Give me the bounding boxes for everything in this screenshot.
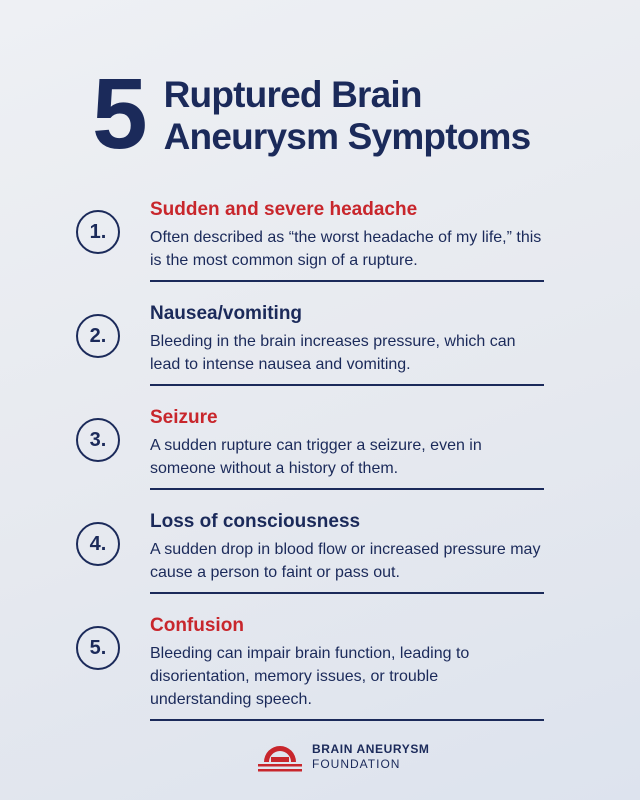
symptom-description-2: Bleeding in the brain increases pressure, which can lead to intense nausea and vomiting. (150, 333, 516, 373)
header (92, 58, 531, 170)
symptom-item-1 (76, 196, 546, 282)
number-circle-2: 2. (76, 314, 120, 358)
logo-line-1: BRAIN ANEURYSM (312, 742, 430, 756)
number-circle-5: 5. (76, 626, 120, 670)
symptom-description-4: A sudden drop in blood flow or increased pressure may cause a person to faint or pass out. (150, 541, 541, 581)
divider (150, 384, 544, 386)
symptom-title-4: Loss of consciousness (150, 511, 361, 532)
symptom-item-2 (76, 300, 546, 386)
footer-logo (256, 740, 430, 774)
divider (150, 592, 544, 594)
brain-aneurysm-foundation-logo-icon (256, 740, 304, 774)
title-line-2: Aneurysm Symptoms (163, 116, 531, 157)
symptom-item-3 (76, 404, 546, 490)
symptom-title-3: Seizure (150, 407, 218, 428)
symptom-item-5 (76, 612, 546, 721)
divider (150, 280, 544, 282)
symptom-title-1: Sudden and severe headache (150, 199, 418, 220)
symptom-title-2: Nausea/vomiting (150, 303, 303, 324)
title-line-1: Ruptured Brain (163, 74, 422, 115)
logo-text (312, 742, 430, 772)
number-circle-1: 1. (76, 210, 120, 254)
symptom-description-3: A sudden rupture can trigger a seizure, even in someone without a history of them. (150, 437, 482, 477)
logo-line-2: FOUNDATION (312, 757, 401, 771)
symptom-item-4 (76, 508, 546, 594)
header-number: 5 (92, 58, 146, 170)
divider (150, 488, 544, 490)
divider (150, 719, 544, 721)
symptom-title-5: Confusion (150, 615, 244, 636)
symptom-list (76, 196, 546, 721)
number-circle-4: 4. (76, 522, 120, 566)
symptom-description-1: Often described as “the worst headache of my life,” this is the most common sign of a rupture. (150, 229, 542, 269)
page-title (164, 74, 531, 158)
symptom-description-5: Bleeding can impair brain function, leading to disorientation, memory issues, or trouble understanding speech. (150, 645, 470, 708)
number-circle-3: 3. (76, 418, 120, 462)
